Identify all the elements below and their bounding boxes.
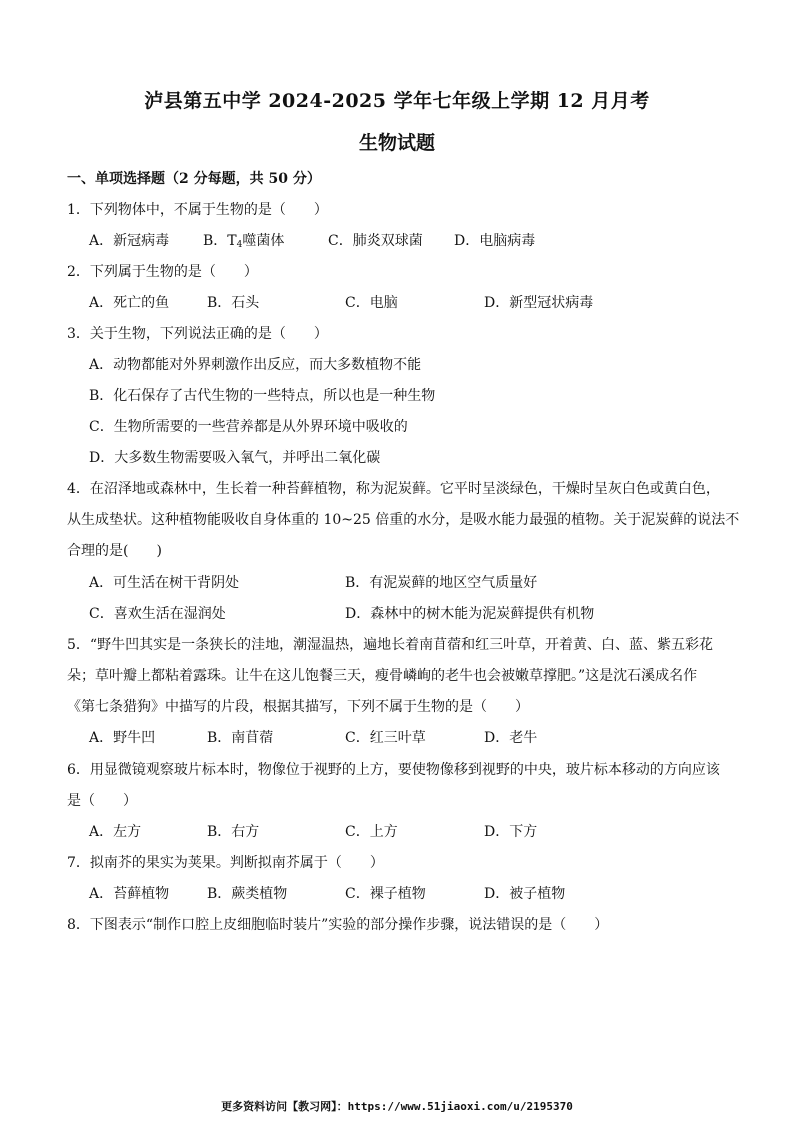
question-6-line-2: 是（ ） — [67, 793, 137, 809]
option-d: D．新型冠状病毒 — [484, 295, 594, 311]
option-b-suffix: 噬菌体 — [242, 233, 285, 249]
option-a: A．新冠病毒 — [89, 233, 170, 249]
question-2-stem: 2．下列属于生物的是（ ） — [67, 264, 258, 280]
option-a: A．左方 — [89, 824, 142, 840]
option-d: D．被子植物 — [484, 886, 566, 902]
option-b: B．石头 — [207, 295, 260, 311]
question-4-line-2: 从生成垫状。这种植物能吸收自身体重的 10~25 倍重的水分，是吸水能力最强的植物。关于泥炭藓的说法不 — [67, 512, 740, 528]
question-3-option-d: D．大多数生物需要吸入氧气，并呼出二氧化碳 — [89, 450, 381, 466]
option-b-prefix: B．T — [203, 233, 237, 249]
option-c: C．裸子植物 — [345, 886, 426, 902]
question-8-stem: 8．下图表示“制作口腔上皮细胞临时装片”实验的部分操作步骤，说法错误的是（ ） — [67, 917, 609, 933]
exam-subtitle: 生物试题 — [358, 132, 435, 154]
option-b: B．南苜蓿 — [207, 730, 274, 746]
section-heading: 一、单项选择题（2 分每题，共 50 分） — [67, 171, 321, 187]
option-c: C．喜欢生活在湿润处 — [89, 606, 226, 622]
option-b — [203, 231, 284, 255]
option-b-subscript: 4 — [236, 240, 243, 250]
option-d: D．老牛 — [484, 730, 538, 746]
option-d: D．电脑病毒 — [454, 233, 536, 249]
option-b: B．有泥炭藓的地区空气质量好 — [345, 575, 538, 591]
option-d: D．下方 — [484, 824, 538, 840]
option-a: A．可生活在树干背阴处 — [89, 575, 240, 591]
question-4-line-1: 4．在沼泽地或森林中，生长着一种苔藓植物，称为泥炭藓。它平时呈淡绿色，干燥时呈灰白色或黄白色， — [67, 481, 720, 497]
exam-title: 泸县第五中学 2024-2025 学年七年级上学期 12 月月考 — [144, 90, 650, 112]
question-5-line-3: 《第七条猎狗》中描写的片段，根据其描写，下列不属于生物的是（ ） — [67, 699, 529, 715]
question-7-stem: 7．拟南芥的果实为荚果。判断拟南芥属于（ ） — [67, 855, 384, 871]
question-4-line-3: 合理的是( ) — [67, 543, 162, 559]
option-a: A．野牛凹 — [89, 730, 156, 746]
option-b: B．右方 — [207, 824, 260, 840]
option-d: D．森林中的树木能为泥炭藓提供有机物 — [345, 606, 595, 622]
option-a: A．死亡的鱼 — [89, 295, 170, 311]
option-b: B．蕨类植物 — [207, 886, 288, 902]
option-c: C．电脑 — [345, 295, 398, 311]
option-c: C．红三叶草 — [345, 730, 426, 746]
option-c: C．肺炎双球菌 — [328, 233, 423, 249]
question-1-stem: 1．下列物体中，不属于生物的是（ ） — [67, 202, 328, 218]
footer-link[interactable]: 更多资料访问【教习网】：https://www.51jiaoxi.com/u/2195370 — [221, 1100, 573, 1113]
question-3-option-a: A．动物都能对外界刺激作出反应，而大多数植物不能 — [89, 357, 422, 373]
question-3-stem: 3．关于生物，下列说法正确的是（ ） — [67, 326, 328, 342]
question-5-line-2: 朵；草叶瓣上都粘着露珠。让牛在这儿饱餐三天，瘦骨嶙峋的老牛也会被嫩草撑肥。”这是沈石溪成名作 — [67, 668, 698, 684]
question-3-option-c: C．生物所需要的一些营养都是从外界环境中吸收的 — [89, 419, 408, 435]
question-5-line-1: 5．“野牛凹其实是一条狭长的洼地，潮湿温热，遍地长着南苜蓿和红三叶草，开着黄、白、蓝、紫五彩花 — [67, 637, 714, 653]
option-a: A．苔藓植物 — [89, 886, 170, 902]
question-6-line-1: 6．用显微镜观察玻片标本时，物像位于视野的上方，要使物像移到视野的中央，玻片标本移动的方向应该 — [67, 762, 720, 778]
option-c: C．上方 — [345, 824, 398, 840]
question-3-option-b: B．化石保存了古代生物的一些特点，所以也是一种生物 — [89, 388, 436, 404]
